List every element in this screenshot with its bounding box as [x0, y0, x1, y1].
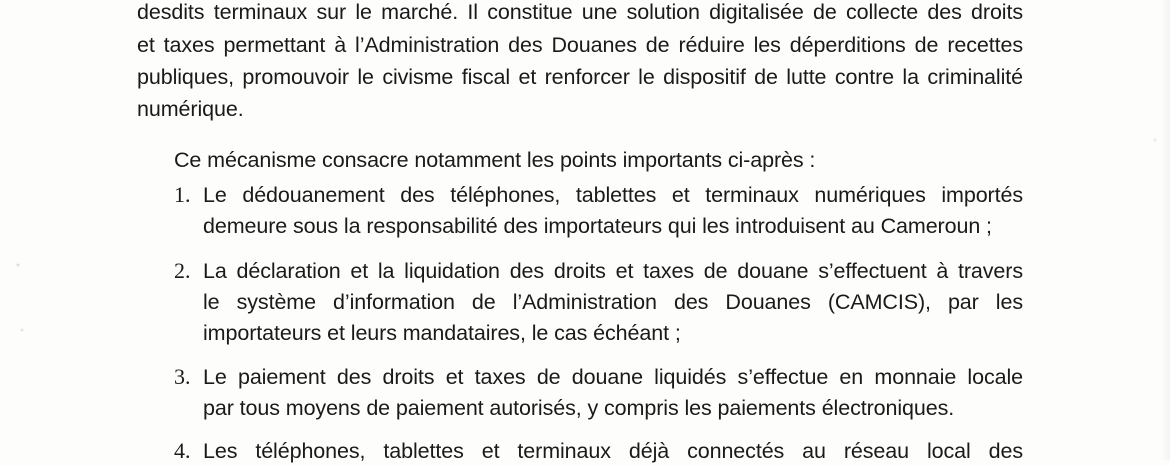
- paragraph-line: numérique.: [137, 97, 244, 121]
- paragraph-line: et taxes permettant à l’Administration des Douanes de réduire les déperditions de recettes: [137, 33, 1023, 57]
- paragraph-line: publiques, promouvoir le civisme fiscal et renforcer le dispositif de lutte contre la criminalité: [137, 65, 1023, 89]
- scan-edge-shadow: [1160, 0, 1170, 460]
- list-item-line: Les téléphones, tablettes et terminaux déjà connectés au réseau local des: [203, 439, 1023, 463]
- list-item-line: importateurs et leurs mandataires, le cas échéant ;: [203, 321, 681, 345]
- list-item-number: 3.: [174, 364, 191, 389]
- list-item-line: Le paiement des droits et taxes de douane liquidés s’effectue en monnaie locale: [203, 365, 1023, 389]
- list-intro: Ce mécanisme consacre notamment les points importants ci-après :: [174, 148, 816, 172]
- list-item-line: La déclaration et la liquidation des droits et taxes de douane s’effectuent à travers: [203, 259, 1023, 283]
- list-item-number: 1.: [174, 182, 191, 207]
- paragraph-line: desdits terminaux sur le marché. Il constitue une solution digitalisée de collecte des droits: [137, 0, 1023, 24]
- list-item-number: 4.: [174, 438, 191, 463]
- list-item-line: le système d’information de l’Administration des Douanes (CAMCIS), par les: [203, 290, 1023, 314]
- list-item-line: Le dédouanement des téléphones, tablettes et terminaux numériques importés: [203, 183, 1023, 207]
- list-item-line: par tous moyens de paiement autorisés, y compris les paiements électroniques.: [203, 396, 955, 420]
- list-item-number: 2.: [174, 258, 191, 283]
- list-item-line: demeure sous la responsabilité des importateurs qui les introduisent au Cameroun ;: [203, 214, 992, 238]
